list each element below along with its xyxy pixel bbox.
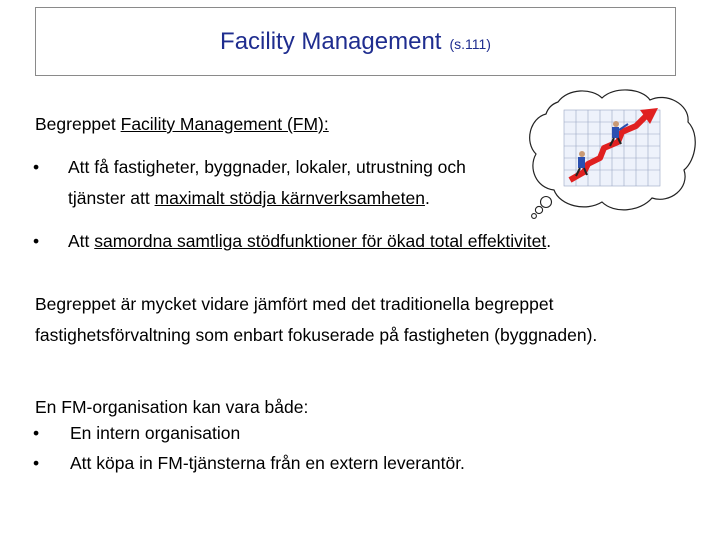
section1-intro <box>35 112 329 136</box>
section2-line1: Begreppet är mycket vidare jämfört med det traditionella begreppet <box>35 294 554 314</box>
section1-intro-term: Facility Management (FM): <box>120 114 329 134</box>
thought-bubble-growth-chart-icon <box>520 84 700 224</box>
section1-item-1-line2 <box>68 186 430 210</box>
section3-intro: En FM-organisation kan vara både: <box>35 397 309 417</box>
item1-emphasis: maximalt stödja kärnverksamheten <box>154 188 425 208</box>
section1-item-1-line1: Att få fastigheter, byggnader, lokaler, utrustning och <box>68 157 466 177</box>
section3-item-2: Att köpa in FM-tjänsterna från en extern leverantör. <box>70 453 465 473</box>
bullet-marker: • <box>33 231 40 251</box>
page-reference: (s.111) <box>449 35 491 52</box>
bullet-marker: • <box>33 423 40 443</box>
item1-prefix: tjänster att <box>68 188 155 208</box>
page-title: Facility Management <box>220 27 442 55</box>
item2-suffix: . <box>546 231 552 251</box>
title-box <box>35 7 676 76</box>
section2-line2: fastighetsförvaltning som enbart fokuserade på fastigheten (byggnaden). <box>35 325 598 345</box>
section3-item-1: En intern organisation <box>70 423 241 443</box>
section1-intro-prefix: Begreppet <box>35 114 121 134</box>
item1-suffix: . <box>424 188 430 208</box>
item2-emphasis: samordna samtliga stödfunktioner för ökad total effektivitet <box>94 231 547 251</box>
section1-item-2 <box>68 229 551 253</box>
bubble-dot-large <box>541 197 552 208</box>
bubble-dot-medium <box>535 206 542 213</box>
bullet-marker: • <box>33 157 40 177</box>
bubble-dot-small <box>532 214 537 219</box>
item2-prefix: Att <box>68 231 95 251</box>
bullet-marker: • <box>33 453 40 473</box>
